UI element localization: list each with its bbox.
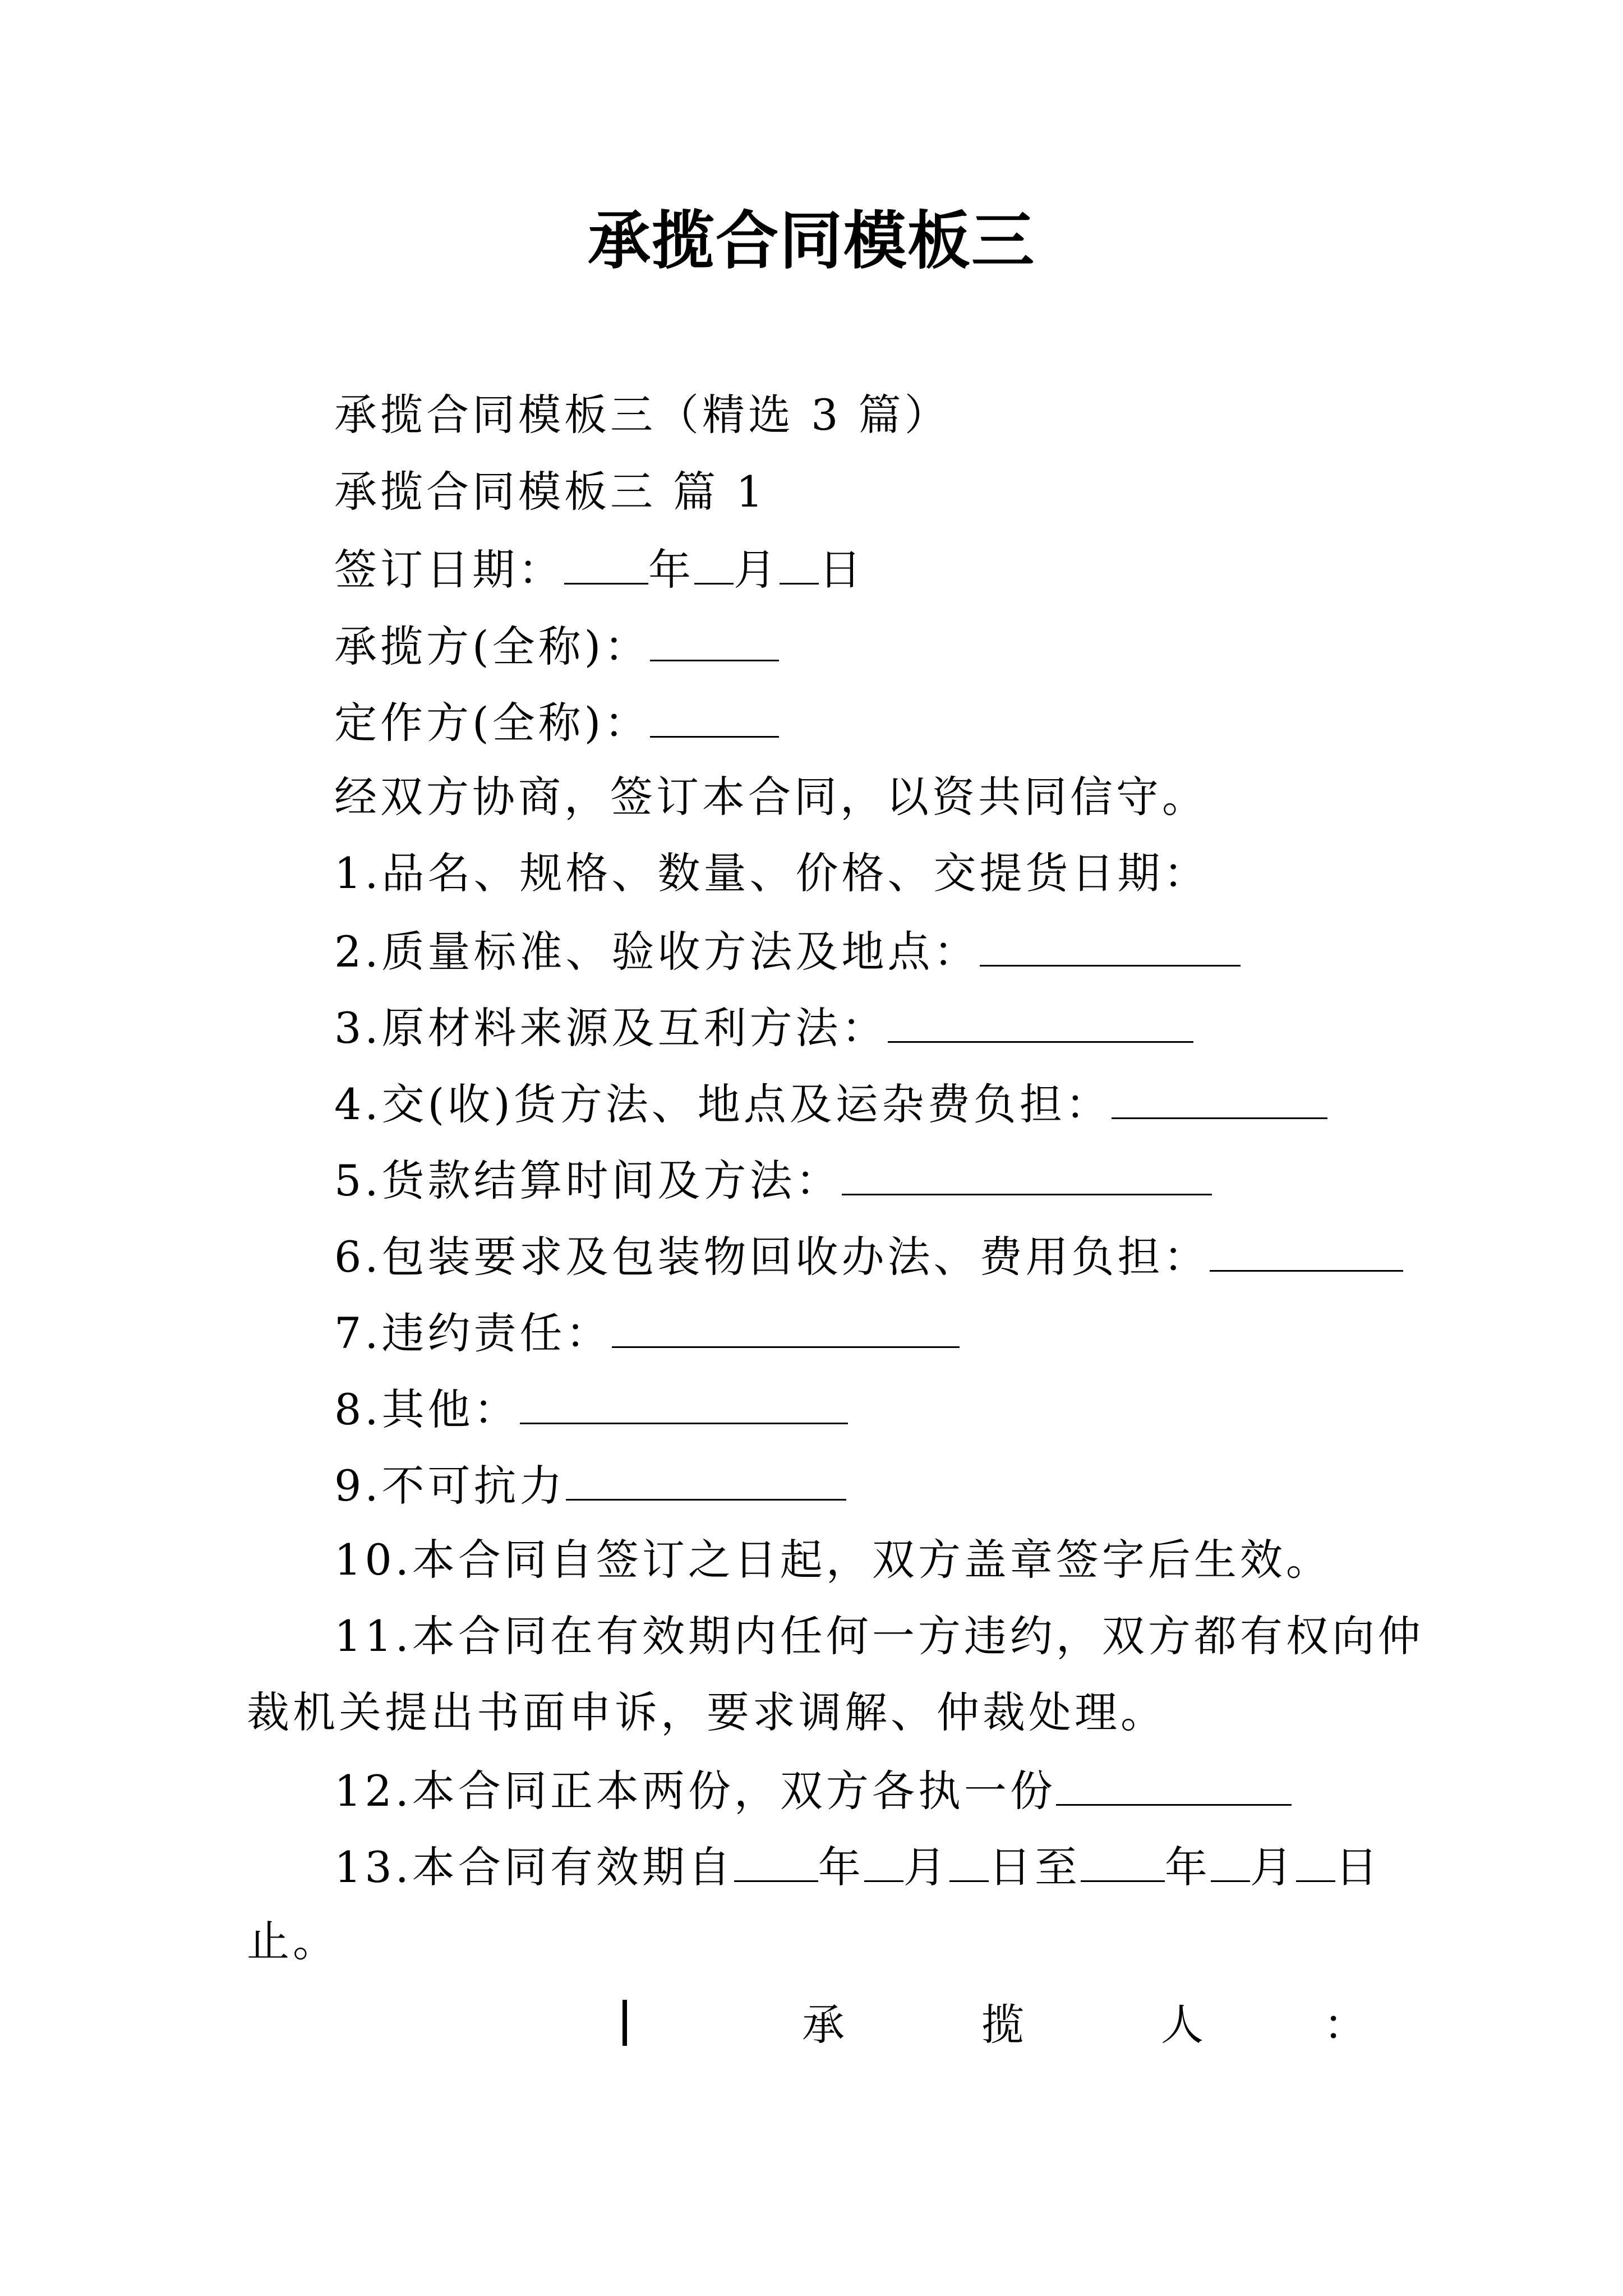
clause-12-text: 12.本合同正本两份，双方各执一份 (334, 1766, 1056, 1816)
signature-char: 揽 (981, 2000, 1024, 2050)
orderer-label: 定作方(全称)： (334, 698, 651, 748)
clause-3-text: 3.原材料来源及互利方法： (334, 1003, 888, 1053)
clause-4 (334, 1071, 1327, 1135)
clause-7-text: 7.违约责任： (334, 1308, 612, 1358)
year-label: 年 (818, 1842, 864, 1892)
part-heading: 承揽合同模板三 篇 1 (334, 467, 767, 517)
clause-7 (334, 1300, 960, 1364)
contractor-label: 承揽方(全称)： (334, 622, 651, 671)
signature-colon: ： (1324, 2000, 1366, 2050)
blank-field (1056, 1758, 1292, 1806)
clause-8-text: 8.其他： (334, 1384, 520, 1434)
year-label: 年 (648, 545, 694, 595)
blank-field (949, 1834, 989, 1882)
blank-field (1112, 1071, 1327, 1119)
blank-field (842, 1148, 1212, 1195)
blank-field (1211, 1834, 1250, 1882)
signature-char: 人 (1161, 2000, 1204, 2050)
blank-field (612, 1300, 960, 1348)
clause-2-text: 2.质量标准、验收方法及地点： (334, 927, 980, 977)
clause-13-line-1 (334, 1834, 1381, 1898)
contractor-line (334, 614, 779, 678)
blank-field (888, 995, 1193, 1043)
clause-1: 1.品名、规格、数量、价格、交提货日期： (334, 848, 1210, 898)
signature-char: 承 (802, 2000, 845, 2050)
clause-13-text: 13.本合同有效期自 (334, 1842, 734, 1892)
clause-12 (334, 1758, 1292, 1822)
blank-field (780, 537, 819, 585)
clause-11-line-1: 11.本合同在有效期内任何一方违约，双方都有权向仲 (334, 1611, 1424, 1661)
clause-11-line-2: 裁机关提出书面申诉，要求调解、仲裁处理。 (247, 1687, 1166, 1737)
sign-date-line (334, 537, 865, 601)
blank-field (566, 1453, 846, 1501)
blank-field (1081, 1834, 1165, 1882)
subtitle: 承揽合同模板三（精选 3 篇） (334, 390, 951, 440)
blank-field (694, 537, 734, 585)
clause-6-text: 6.包装要求及包装物回收办法、费用负担： (334, 1232, 1210, 1282)
clause-5 (334, 1148, 1212, 1212)
day-to-label: 日至 (988, 1842, 1081, 1892)
clause-13-line-2: 止。 (247, 1916, 339, 1966)
day-label: 日 (1335, 1842, 1381, 1892)
month-label: 月 (903, 1842, 949, 1892)
blank-field (1210, 1224, 1403, 1272)
document-title: 承揽合同模板三 (588, 204, 1035, 278)
intro-line: 经双方协商，签订本合同，以资共同信守。 (334, 772, 1208, 822)
clause-9-text: 9.不可抗力 (334, 1461, 566, 1511)
day-label: 日 (819, 545, 865, 595)
blank-field (980, 919, 1241, 967)
blank-field (650, 614, 779, 661)
blank-field (734, 1834, 818, 1882)
blank-field (1296, 1834, 1335, 1882)
blank-field (520, 1377, 848, 1424)
sign-date-label: 签订日期： (334, 545, 564, 595)
clause-2 (334, 919, 1241, 983)
blank-field (564, 537, 648, 585)
clause-8 (334, 1377, 848, 1441)
clause-9 (334, 1453, 846, 1517)
signature-line (623, 1994, 1374, 2056)
clause-4-text: 4.交(收)货方法、地点及运杂费负担： (334, 1079, 1112, 1129)
clause-10: 10.本合同自签订之日起，双方盖章签字后生效。 (334, 1535, 1332, 1585)
clause-5-text: 5.货款结算时间及方法： (334, 1156, 842, 1205)
clause-6 (334, 1224, 1403, 1288)
clause-3 (334, 995, 1193, 1059)
orderer-line (334, 690, 779, 754)
blank-field (864, 1834, 903, 1882)
year-label: 年 (1164, 1842, 1211, 1892)
blank-field (650, 690, 779, 738)
month-label: 月 (1249, 1842, 1296, 1892)
month-label: 月 (734, 545, 780, 595)
